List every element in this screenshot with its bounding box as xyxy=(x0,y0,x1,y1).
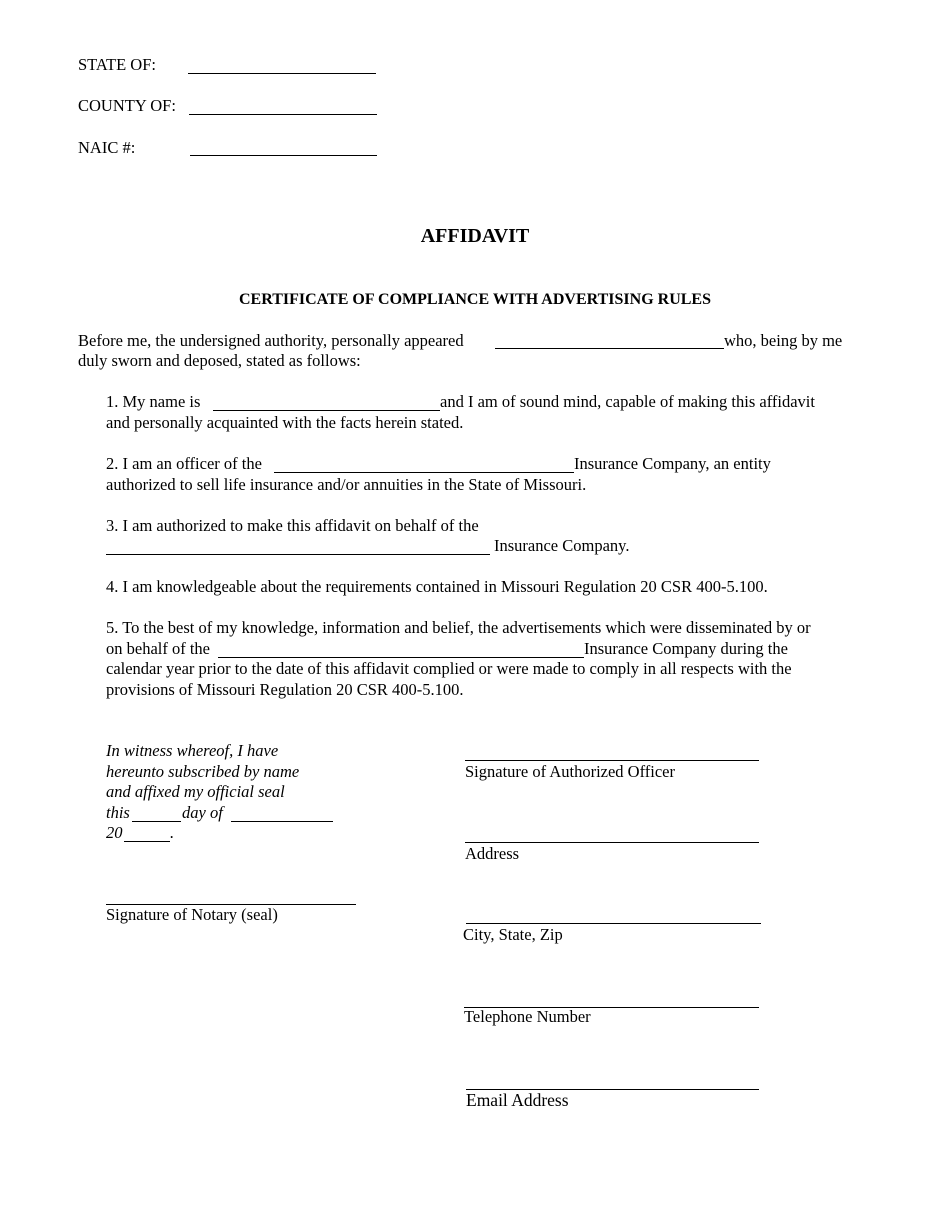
company-name-field-1[interactable] xyxy=(274,472,574,473)
item1-text-c: and personally acquainted with the facts herein stated. xyxy=(106,413,464,432)
state-label: STATE OF: xyxy=(78,55,156,74)
item2-text-c: authorized to sell life insurance and/or annuities in the State of Missouri. xyxy=(106,475,587,494)
item5-text-a: 5. To the best of my knowledge, information and belief, the advertisements which were disseminated by or xyxy=(106,618,811,637)
address-label: Address xyxy=(465,844,520,863)
witness-year-prefix: 20 xyxy=(106,823,123,842)
item5-text-d: calendar year prior to the date of this affidavit complied or were made to comply in all respects with the xyxy=(106,659,792,678)
month-field[interactable] xyxy=(231,821,333,822)
company-name-field-2[interactable] xyxy=(106,554,490,555)
intro-text-part2: who, being by me xyxy=(724,331,843,350)
item1-text-b: and I am of sound mind, capable of making this affidavit xyxy=(440,392,815,411)
item5-text-e: provisions of Missouri Regulation 20 CSR 400-5.100. xyxy=(106,680,464,699)
day-field[interactable] xyxy=(132,821,181,822)
item4-text: 4. I am knowledgeable about the requirements contained in Missouri Regulation 20 CSR 400-5.100. xyxy=(106,577,768,596)
naic-label: NAIC #: xyxy=(78,138,136,157)
page-title: AFFIDAVIT xyxy=(420,225,530,247)
address-line[interactable] xyxy=(465,842,759,843)
witness-line3: and affixed my official seal xyxy=(106,782,285,801)
item3-text-a: 3. I am authorized to make this affidavit on behalf of the xyxy=(106,516,479,535)
witness-this-label: this xyxy=(106,803,130,822)
year-field[interactable] xyxy=(124,841,170,842)
city-state-zip-line[interactable] xyxy=(466,923,761,924)
county-label: COUNTY OF: xyxy=(78,96,176,115)
appeared-name-field[interactable] xyxy=(495,348,724,349)
affiant-name-field[interactable] xyxy=(213,410,440,411)
page-subtitle: CERTIFICATE OF COMPLIANCE WITH ADVERTISING RULES xyxy=(239,291,711,308)
witness-day-of-label: day of xyxy=(182,803,223,822)
item2-text-b: Insurance Company, an entity xyxy=(574,454,771,473)
naic-field[interactable] xyxy=(190,155,377,156)
company-name-field-3[interactable] xyxy=(218,657,584,658)
notary-signature-label: Signature of Notary (seal) xyxy=(106,905,278,924)
intro-text-part1: Before me, the undersigned authority, personally appeared xyxy=(78,331,464,350)
witness-period: . xyxy=(170,823,175,842)
telephone-label: Telephone Number xyxy=(464,1007,591,1026)
intro-text-line2: duly sworn and deposed, stated as follows: xyxy=(78,351,361,370)
item3-text-b: Insurance Company. xyxy=(494,536,630,555)
item5-text-b: on behalf of the xyxy=(106,639,211,658)
item5-text-c: Insurance Company during the xyxy=(584,639,788,658)
item1-text-a: 1. My name is xyxy=(106,392,201,411)
state-field[interactable] xyxy=(188,73,376,74)
witness-line2: hereunto subscribed by name xyxy=(106,762,300,781)
item2-text-a: 2. I am an officer of the xyxy=(106,454,262,473)
county-field[interactable] xyxy=(189,114,377,115)
officer-signature-label: Signature of Authorized Officer xyxy=(465,762,676,781)
email-label: Email Address xyxy=(466,1090,569,1110)
witness-line1: In witness whereof, I have xyxy=(106,741,279,760)
city-state-zip-label: City, State, Zip xyxy=(463,925,563,944)
officer-signature-line[interactable] xyxy=(465,760,759,761)
